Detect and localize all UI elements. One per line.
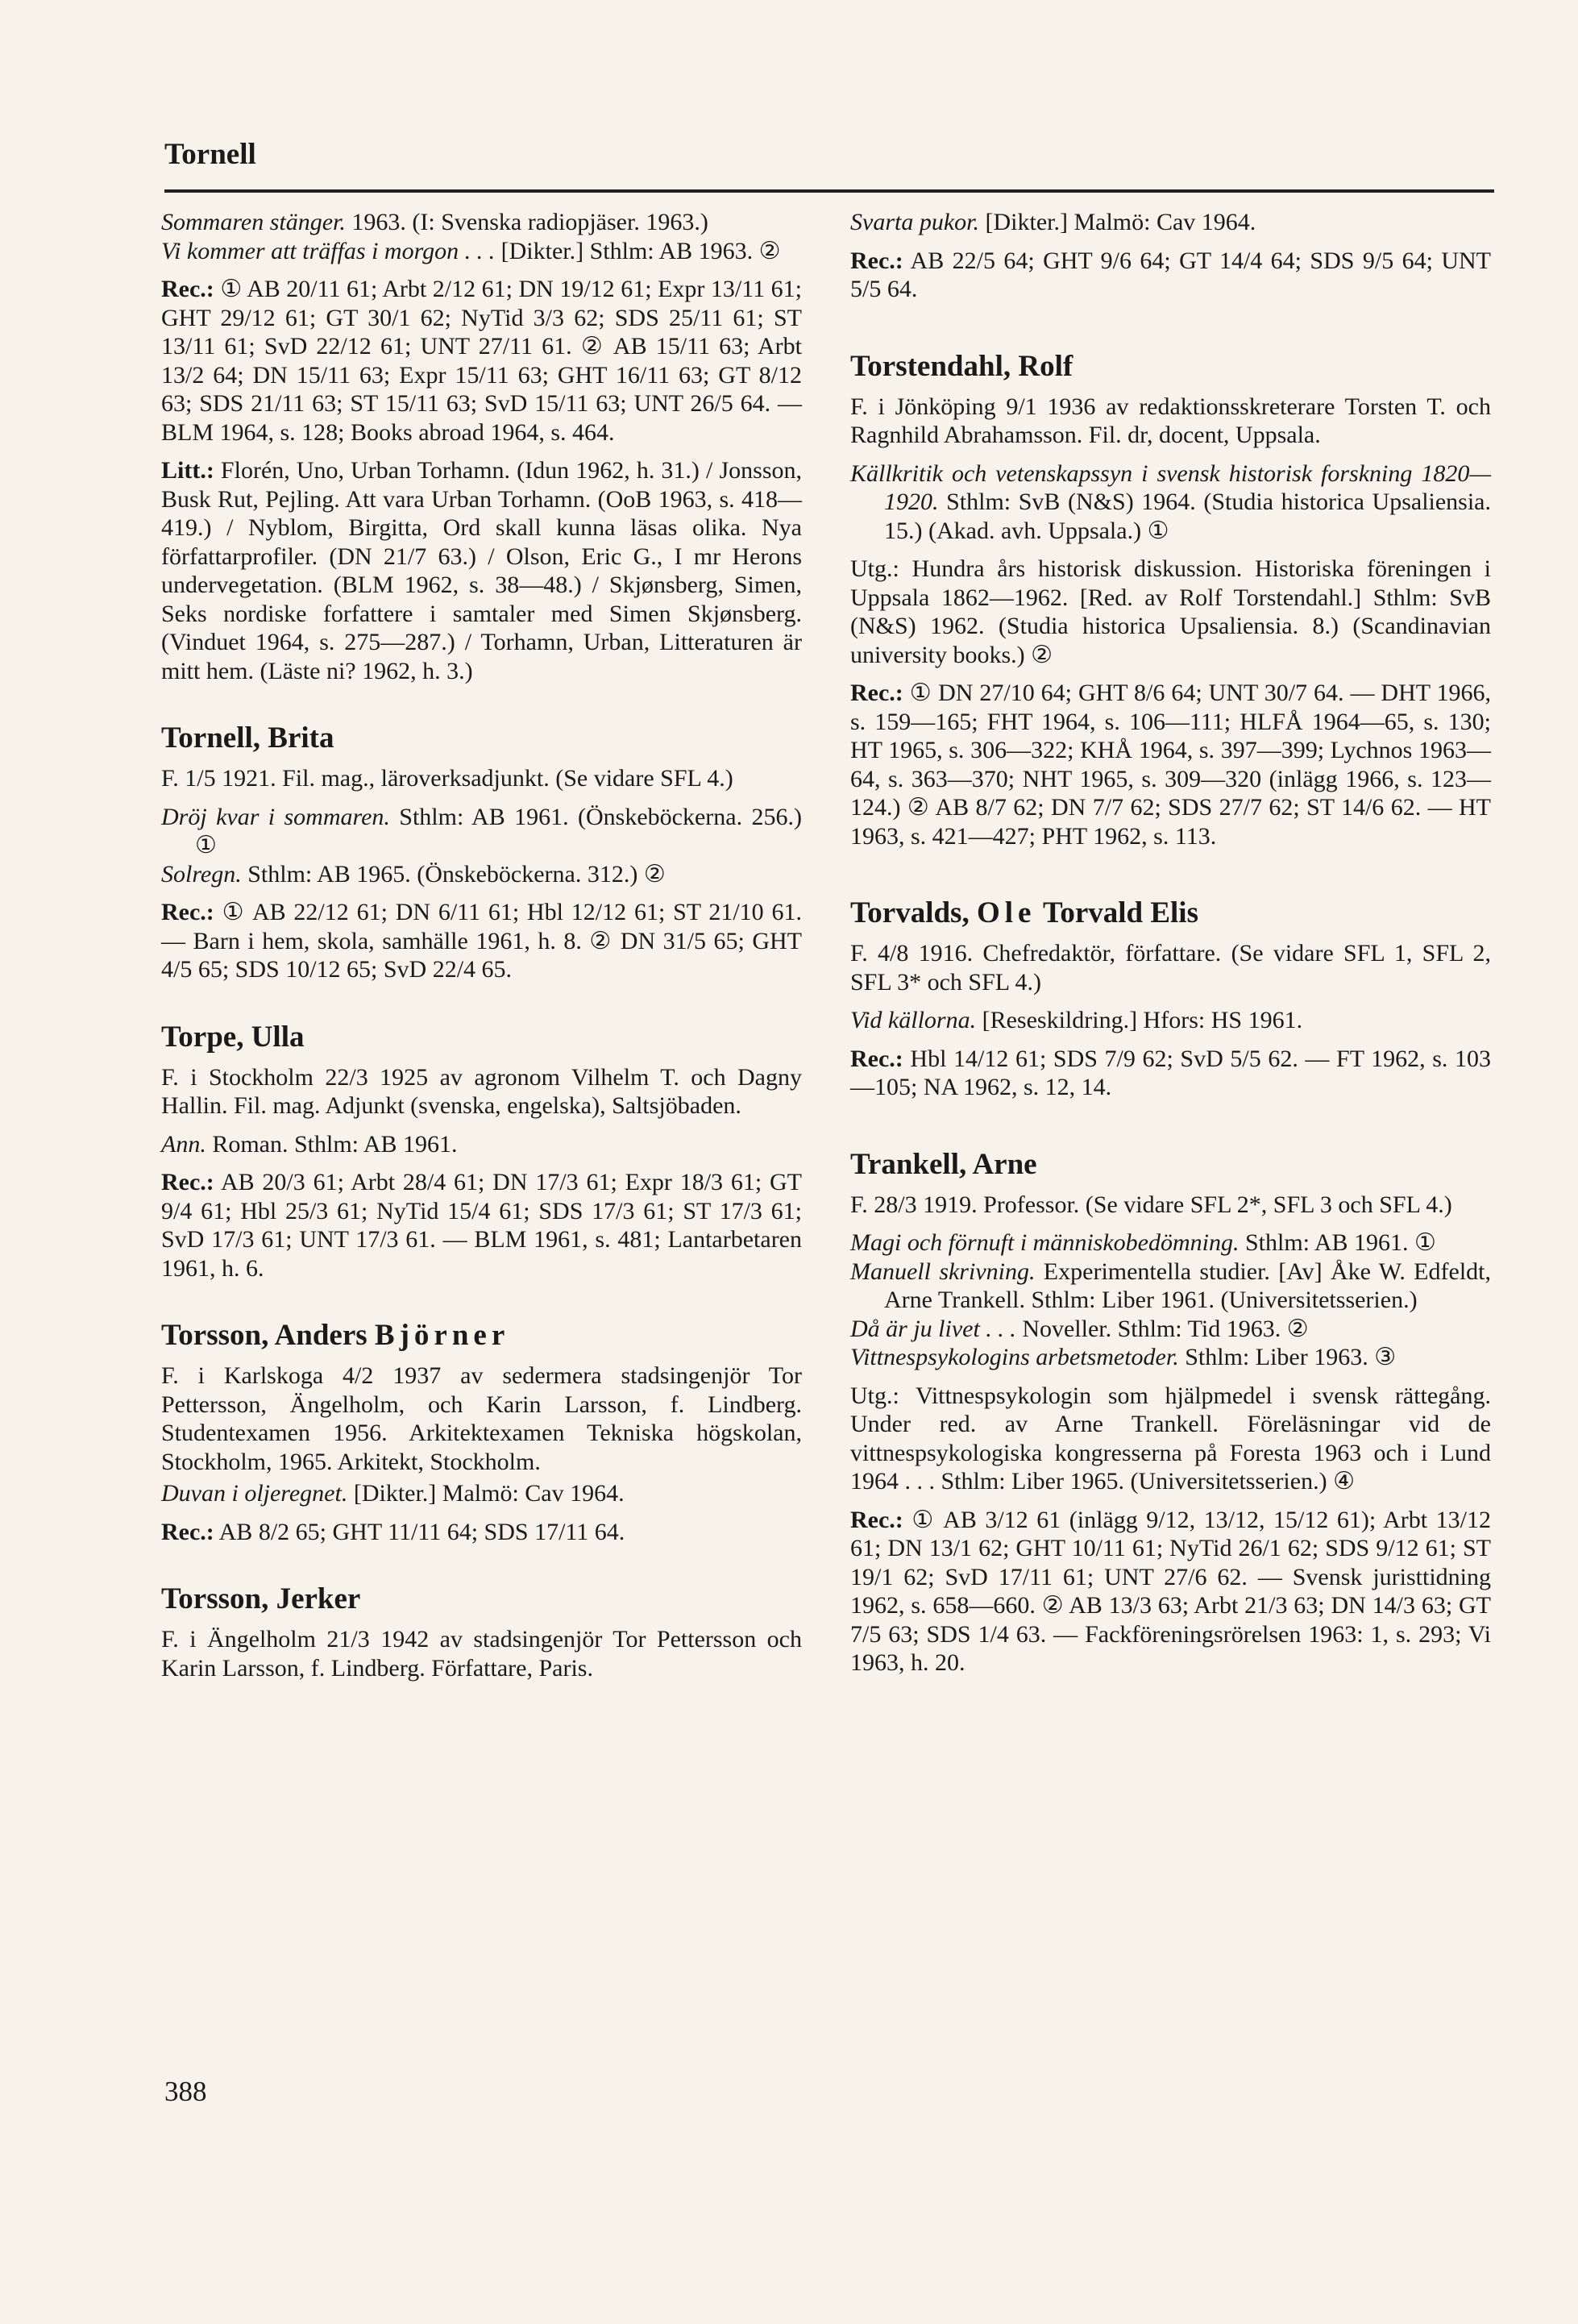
reviews-text: ① AB 22/12 61; DN 6/11 61; Hbl 12/12 61; ST 21/10 61. — Barn i hem, skola, samhälle 1961, h. 8. ② DN 31/5 65; GHT 4/5 65; SDS 10/12 65; SvD 22/4 65. bbox=[161, 899, 802, 983]
biography: F. i Karlskoga 4/2 1937 av sedermera stadsingenjör Tor Pettersson, Ängelholm, och Karin Larsson, f. Lindberg. Studentexamen 1956. Arkitektexamen Tekniska högskolan, Stockholm, 1965. Arkitekt, Stockholm. bbox=[161, 1362, 802, 1475]
reviews bbox=[850, 1045, 1491, 1102]
work-details: [Dikter.] Sthlm: AB 1963. ② bbox=[495, 237, 781, 264]
work-title: Källkritik och vetenskapssyn i svensk historisk forskning 1820—1920. bbox=[850, 459, 1491, 515]
work-item bbox=[850, 1315, 1491, 1344]
entry-name: Torsson, Jerker bbox=[161, 1582, 361, 1615]
reviews-text: ① AB 3/12 61 (inlägg 9/12, 13/12, 15/12 61); Arbt 13/12 61; DN 13/1 62; GHT 10/11 61; NyTid 26/1 62; SDS 9/12 61; ST 19/1 62; SvD 17/11 61; UNT 27/6 62. — Svensk juristtidning 1962, s. 658—660. ② AB 13/3 63; Arbt 21/3 63; DN 14/3 63; GT 7/5 63; SDS 1/4 63. — Fackföreningsrörelsen 1963: 1, s. 293; Vi 1963, h. 20. bbox=[850, 1506, 1491, 1676]
editorship: Utg.: Hundra års historisk diskussion. Historiska föreningen i Uppsala 1862—1962. [Red. av Rolf Torstendahl.] Sthlm: SvB (N&S) 1962. (Studia historica Upsaliensia. 8.) (Scandinavian university books.) ② bbox=[850, 555, 1491, 668]
biography: F. 4/8 1916. Chefredaktör, författare. (Se vidare SFL 1, SFL 2, SFL 3* och SFL 4.) bbox=[850, 940, 1491, 996]
work-title: Ann. bbox=[161, 1130, 206, 1158]
work-item bbox=[161, 208, 802, 237]
page-number: 388 bbox=[164, 2076, 207, 2107]
reviews bbox=[850, 1506, 1491, 1678]
header-rule bbox=[164, 189, 1494, 193]
entry-torstendahl-rolf bbox=[850, 349, 1491, 851]
entry-torsson-anders bbox=[161, 1318, 802, 1546]
entry-name: Torpe, Ulla bbox=[161, 1020, 305, 1054]
work-title: Sommaren stänger. bbox=[161, 209, 346, 235]
entry-name: Tornell, Brita bbox=[161, 721, 334, 755]
reviews-text: AB 20/3 61; Arbt 28/4 61; DN 17/3 61; Expr 18/3 61; GT 9/4 61; Hbl 25/3 61; NyTid 15/4 61; SDS 17/3 61; ST 17/3 61; SvD 17/3 61; UNT 17/3 61. — BLM 1961, s. 481; Lantarbetaren 1961, h. 6. bbox=[161, 1169, 802, 1282]
work-details: Sthlm: AB 1965. (Önskeböckerna. 312.) ② bbox=[241, 860, 666, 888]
work-title: Vi kommer att träffas i morgon . . . bbox=[161, 237, 496, 264]
work-title: Manuell skrivning. bbox=[850, 1258, 1036, 1285]
work-details: Sthlm: AB 1961. (Önskeböckerna. 256.) ① bbox=[195, 803, 802, 859]
entry-name bbox=[161, 1318, 802, 1353]
name-spaced: Ole bbox=[976, 896, 1036, 929]
work-item bbox=[161, 803, 802, 860]
work-title: Solregn. bbox=[161, 860, 242, 888]
entry-tornell-brita bbox=[161, 721, 802, 984]
biography: F. 1/5 1921. Fil. mag., läroverksadjunkt. (Se vidare SFL 4.) bbox=[161, 765, 733, 792]
entry-name: Trankell, Arne bbox=[850, 1147, 1037, 1181]
work-details: Noveller. Sthlm: Tid 1963. ② bbox=[1015, 1315, 1309, 1342]
entry-torsson-jerker-continued bbox=[850, 208, 1491, 304]
running-head: Tornell bbox=[164, 138, 256, 171]
reviews-text: Hbl 14/12 61; SDS 7/9 62; SvD 5/5 62. — FT 1962, s. 103—105; NA 1962, s. 12, 14. bbox=[850, 1045, 1491, 1100]
entry-name bbox=[850, 896, 1491, 931]
right-column bbox=[850, 208, 1491, 1687]
name-main: Torsson, Anders bbox=[161, 1319, 375, 1352]
page-header bbox=[164, 137, 1494, 172]
entry-name: Torstendahl, Rolf bbox=[850, 349, 1073, 383]
left-column bbox=[161, 208, 802, 1692]
literature-label: Litt.: bbox=[161, 457, 214, 484]
entry-tornell-continued bbox=[161, 208, 802, 685]
biography: F. i Ängelholm 21/3 1942 av stadsingenjör Tor Pettersson och Karin Larsson, f. Lindberg. Författare, Paris. bbox=[161, 1626, 802, 1682]
name-spaced: Björner bbox=[374, 1319, 510, 1352]
reviews-label: Rec.: bbox=[161, 276, 214, 302]
work-details: Roman. Sthlm: AB 1961. bbox=[206, 1130, 458, 1158]
literature bbox=[161, 456, 802, 685]
reviews-text: AB 8/2 65; GHT 11/11 64; SDS 17/11 64. bbox=[214, 1518, 625, 1545]
reviews-text: ① AB 20/11 61; Arbt 2/12 61; DN 19/12 61; Expr 13/11 61; GHT 29/12 61; GT 30/1 62; NyTid 3/3 62; SDS 25/11 61; ST 13/11 61; SvD 22/12 61; UNT 27/11 61. ② AB 15/11 63; Arbt 13/2 64; DN 15/11 63; Expr 15/11 63; GHT 16/11 63; GT 8/12 63; SDS 21/11 63; ST 15/11 63; SvD 15/11 63; UNT 26/5 64. — BLM 1964, s. 128; Books abroad 1964, s. 464. bbox=[161, 276, 802, 446]
work-item bbox=[850, 1343, 1491, 1372]
work-title: Magi och förnuft i människobedömning. bbox=[850, 1229, 1240, 1256]
work-title: Duvan i oljeregnet. bbox=[161, 1480, 348, 1507]
work-item bbox=[850, 208, 1491, 237]
reviews bbox=[161, 275, 802, 447]
entry-torpe-ulla bbox=[161, 1020, 802, 1283]
reviews-label: Rec.: bbox=[161, 899, 214, 925]
work-item bbox=[161, 1479, 802, 1508]
reviews-label: Rec.: bbox=[850, 247, 903, 274]
work-title: Då är ju livet . . . bbox=[850, 1315, 1016, 1342]
work-details: [Reseskildring.] Hfors: HS 1961. bbox=[976, 1007, 1303, 1033]
work-title: Vid källorna. bbox=[850, 1007, 977, 1033]
work-title: Dröj kvar i sommaren. bbox=[161, 803, 390, 830]
reviews bbox=[850, 247, 1491, 304]
work-item bbox=[850, 1229, 1491, 1258]
reviews bbox=[161, 898, 802, 984]
entry-trankell-arne bbox=[850, 1147, 1491, 1678]
editorship: Utg.: Vittnespsykologin som hjälpmedel i svensk rättegång. Under red. av Arne Trankell. Föreläsningar vid de vittnespsykologiska kongresserna på Foresta 1963 och i Lund 1964 . . . Sthlm: Liber 1965. (Universitetsserien.) ④ bbox=[850, 1382, 1491, 1495]
reviews-label: Rec.: bbox=[161, 1169, 214, 1195]
literature-text: Florén, Uno, Urban Torhamn. (Idun 1962, h. 31.) / Jonsson, Busk Rut, Pejling. Att vara Urban Torhamn. (OoB 1963, s. 418—419.) / Nyblom, Birgitta, Ord skall kunna läsas olika. Nya författarprofiler. (DN 21/7 63.) / Olson, Eric G., I mr Herons undervegetation. (BLM 1962, s. 38—48.) / Skjønsberg, Simen, Seks nordiske forfattere i samtaler med Simen Skjønsberg. (Vinduet 1964, s. 275—287.) / Torhamn, Urban, Litteraturen är mitt hem. (Läste ni? 1962, h. 3.) bbox=[161, 457, 802, 684]
reviews-text: AB 22/5 64; GHT 9/6 64; GT 14/4 64; SDS 9/5 64; UNT 5/5 64. bbox=[850, 247, 1491, 302]
reviews-label: Rec.: bbox=[850, 1045, 903, 1072]
work-item bbox=[161, 237, 802, 266]
biography: F. 28/3 1919. Professor. (Se vidare SFL 2*, SFL 3 och SFL 4.) bbox=[850, 1191, 1452, 1218]
reviews-label: Rec.: bbox=[850, 1506, 903, 1533]
reviews bbox=[161, 1518, 802, 1547]
reviews-label: Rec.: bbox=[161, 1518, 214, 1545]
work-details: Sthlm: SvB (N&S) 1964. (Studia historica Upsaliensia. 15.) (Akad. avh. Uppsala.) ① bbox=[884, 488, 1491, 544]
work-item bbox=[850, 1258, 1491, 1315]
work-details: 1963. (I: Svenska radiopjäser. 1963.) bbox=[345, 209, 708, 235]
work-item bbox=[161, 1130, 802, 1159]
work-details: Sthlm: AB 1961. ① bbox=[1239, 1229, 1436, 1256]
work-item bbox=[850, 1006, 1491, 1035]
reviews-label: Rec.: bbox=[850, 680, 903, 706]
work-details: Experimentella studier. [Av] Åke W. Edfeldt, Arne Trankell. Sthlm: Liber 1961. (Universitetsserien.) bbox=[884, 1258, 1491, 1313]
work-title: Svarta pukor. bbox=[850, 209, 979, 235]
entry-torsson-jerker bbox=[161, 1582, 802, 1682]
name-rest: Torvald Elis bbox=[1036, 896, 1198, 929]
entry-torvalds-ole bbox=[850, 896, 1491, 1102]
work-title: Vittnespsykologins arbetsmetoder. bbox=[850, 1344, 1179, 1370]
biography: F. i Jönköping 9/1 1936 av redaktionsskreterare Torsten T. och Ragnhild Abrahamsson. Fil. dr, docent, Uppsala. bbox=[850, 393, 1491, 448]
reviews-text: ① DN 27/10 64; GHT 8/6 64; UNT 30/7 64. — DHT 1966, s. 159—165; FHT 1964, s. 106—111; HLFÅ 1964—65, s. 130; HT 1965, s. 306—322; KHÅ 1964, s. 397—399; Lychnos 1963—64, s. 363—370; NHT 1965, s. 309—320 (inlägg 1966, s. 123—124.) ② AB 8/7 62; DN 7/7 62; SDS 27/7 62; ST 14/6 62. — HT 1963, s. 421—427; PHT 1962, s. 113. bbox=[850, 680, 1491, 850]
name-main: Torvalds, bbox=[850, 896, 977, 929]
work-item bbox=[161, 860, 802, 889]
work-item bbox=[850, 459, 1491, 546]
reviews bbox=[161, 1168, 802, 1283]
work-details: [Dikter.] Malmö: Cav 1964. bbox=[347, 1480, 625, 1507]
work-details: Sthlm: Liber 1963. ③ bbox=[1178, 1344, 1397, 1370]
biography: F. i Stockholm 22/3 1925 av agronom Vilhelm T. och Dagny Hallin. Fil. mag. Adjunkt (svenska, engelska), Saltsjöbaden. bbox=[161, 1063, 802, 1119]
reviews bbox=[850, 679, 1491, 850]
work-details: [Dikter.] Malmö: Cav 1964. bbox=[979, 209, 1256, 235]
